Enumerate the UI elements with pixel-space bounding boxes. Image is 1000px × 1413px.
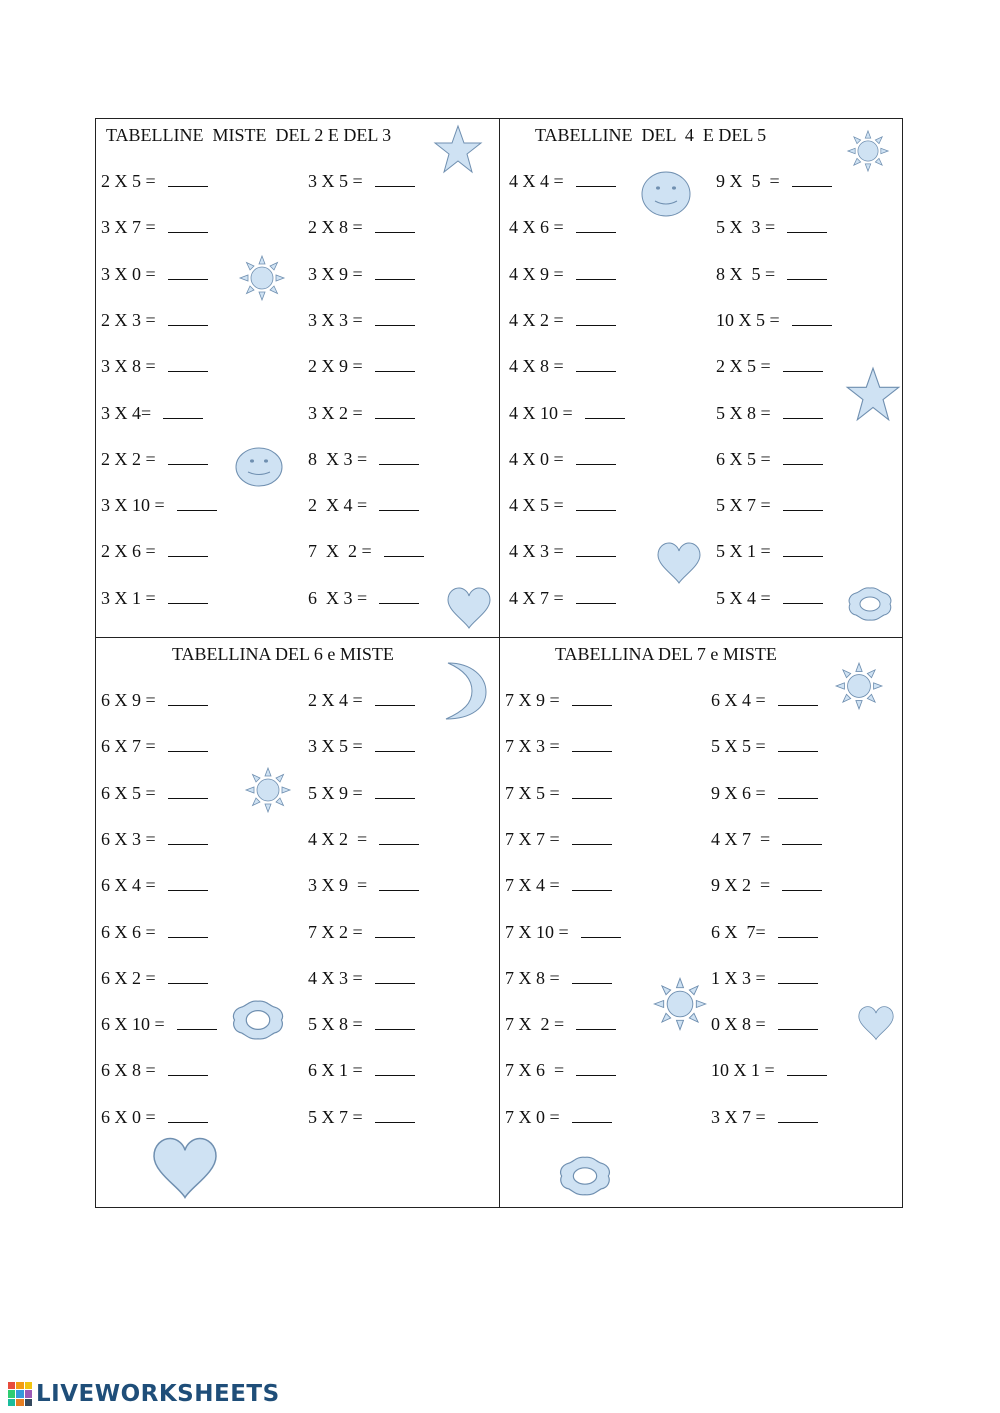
answer-blank[interactable]	[375, 784, 415, 799]
answer-blank[interactable]	[375, 357, 415, 372]
equation-text: 6 X 9 =	[101, 690, 156, 710]
answer-blank[interactable]	[168, 265, 208, 280]
equation-item	[101, 968, 208, 989]
equation-text: 5 X 8 =	[308, 1014, 363, 1035]
equation-item	[308, 588, 419, 609]
brand-name: LIVEWORKSHEETS	[36, 1381, 280, 1407]
equation-text: 4 X 2 =	[509, 309, 564, 330]
equation-text: 6 X 8 =	[101, 1060, 156, 1081]
equation-item	[101, 783, 208, 804]
equation-item	[716, 449, 823, 470]
answer-blank[interactable]	[778, 969, 818, 984]
answer-blank[interactable]	[168, 218, 208, 233]
answer-blank[interactable]	[576, 542, 616, 557]
answer-blank[interactable]	[163, 404, 203, 419]
equation-text: 3 X 2 =	[308, 402, 363, 423]
equation-text: 6 X 0 =	[101, 1106, 156, 1127]
smiley-icon	[641, 171, 691, 217]
equation-item	[711, 829, 822, 850]
answer-blank[interactable]	[572, 737, 612, 752]
answer-blank[interactable]	[787, 1061, 827, 1076]
equation-text: 6 X 4 =	[711, 690, 766, 710]
answer-blank[interactable]	[778, 1108, 818, 1123]
answer-blank[interactable]	[782, 876, 822, 891]
equation-item	[711, 922, 818, 943]
answer-blank[interactable]	[168, 357, 208, 372]
answer-blank[interactable]	[572, 876, 612, 891]
equation-text: 8 X 5 =	[716, 263, 776, 284]
answer-blank[interactable]	[792, 311, 832, 326]
equation-text: 7 X 2 =	[308, 921, 363, 942]
answer-blank[interactable]	[168, 311, 208, 326]
star-icon	[846, 366, 900, 422]
equation-text: 6 X 4 =	[101, 875, 156, 896]
equation-text: 3 X 9 =	[308, 875, 368, 896]
equation-item	[509, 403, 625, 424]
answer-blank[interactable]	[177, 1015, 217, 1030]
equation-item	[308, 922, 415, 943]
equation-item	[101, 403, 203, 424]
worksheet-frame	[95, 118, 903, 1208]
equation-text: 7 X 0 =	[505, 1106, 560, 1127]
equation-item	[505, 829, 612, 850]
smiley-icon	[235, 447, 283, 487]
answer-blank[interactable]	[168, 969, 208, 984]
equation-item	[711, 783, 818, 804]
answer-blank[interactable]	[572, 1108, 612, 1123]
equation-item	[308, 1014, 415, 1035]
equation-item	[509, 495, 616, 516]
answer-blank[interactable]	[375, 1108, 415, 1123]
equation-text: 2 X 5 =	[716, 356, 771, 377]
equation-item	[101, 875, 208, 896]
equation-item	[308, 829, 419, 850]
equation-item	[101, 690, 208, 711]
equation-text: 2 X 5 =	[101, 171, 156, 191]
answer-blank[interactable]	[168, 589, 208, 604]
equation-item	[101, 449, 208, 470]
equation-item	[101, 356, 208, 377]
equation-text: 7 X 10 =	[505, 921, 569, 942]
heart-icon	[657, 540, 701, 586]
equation-text: 6 X 5 =	[716, 448, 771, 469]
equation-item	[711, 968, 818, 989]
answer-blank[interactable]	[375, 311, 415, 326]
equation-text: 0 X 8 =	[711, 1014, 766, 1035]
equation-item	[716, 217, 827, 238]
equation-text: 2 X 4 =	[308, 495, 368, 516]
answer-blank[interactable]	[792, 172, 832, 187]
equation-text: 7 X 5 =	[505, 782, 560, 803]
answer-blank[interactable]	[379, 830, 419, 845]
equation-text: 4 X 6 =	[509, 217, 564, 238]
answer-blank[interactable]	[576, 265, 616, 280]
equation-text: 6 X 7 =	[101, 736, 156, 757]
equation-item	[101, 829, 208, 850]
answer-blank[interactable]	[572, 691, 612, 706]
answer-blank[interactable]	[168, 876, 208, 891]
equation-item	[711, 1060, 827, 1081]
answer-blank[interactable]	[168, 784, 208, 799]
equation-item	[308, 217, 415, 238]
equation-item	[308, 968, 415, 989]
equation-text: 4 X 0 =	[509, 448, 564, 469]
equation-text: 5 X 4 =	[716, 587, 771, 608]
answer-blank[interactable]	[783, 589, 823, 604]
equation-text: 2 X 4 =	[308, 690, 363, 710]
equation-item	[308, 541, 424, 562]
flower-icon	[847, 586, 893, 622]
equation-item	[716, 310, 832, 331]
equation-item	[509, 356, 616, 377]
heart-icon	[151, 1137, 219, 1199]
equation-item	[505, 922, 621, 943]
equation-text: 5 X 1 =	[716, 541, 771, 562]
equation-text: 4 X 2 =	[308, 828, 368, 849]
answer-blank[interactable]	[783, 496, 823, 511]
equation-text: 10 X 5 =	[716, 309, 780, 330]
equation-text: 6 X 1 =	[308, 1060, 363, 1081]
equation-text: 6 X 7=	[711, 921, 766, 942]
equation-text: 3 X 0 =	[101, 263, 156, 284]
answer-blank[interactable]	[783, 542, 823, 557]
equation-text: 7 X 7 =	[505, 828, 560, 849]
answer-blank[interactable]	[168, 1061, 208, 1076]
equation-text: 6 X 5 =	[101, 782, 156, 803]
equation-item	[505, 968, 612, 989]
equation-text: 1 X 3 =	[711, 967, 766, 988]
answer-blank[interactable]	[375, 691, 415, 706]
answer-blank[interactable]	[576, 218, 616, 233]
answer-blank[interactable]	[375, 923, 415, 938]
sun-icon	[244, 766, 292, 814]
quadrant-1-title: TABELLINE MISTE DEL 2 E DEL 3	[106, 125, 392, 145]
flower-icon	[558, 1155, 612, 1197]
equation-item	[101, 1060, 208, 1081]
footer-brand	[8, 1381, 280, 1407]
liveworksheets-logo-icon	[8, 1382, 32, 1406]
equation-text: 3 X 4=	[101, 402, 152, 423]
equation-item	[101, 495, 217, 516]
equation-text: 7 X 8 =	[505, 967, 560, 988]
equation-item	[509, 541, 616, 562]
moon-icon	[442, 661, 488, 721]
equation-text: 3 X 1 =	[101, 587, 156, 608]
equation-text: 6 X 2 =	[101, 967, 156, 988]
sun-icon	[834, 661, 884, 711]
answer-blank[interactable]	[384, 542, 424, 557]
equation-item	[505, 736, 612, 757]
equation-item	[505, 1060, 616, 1081]
equation-item	[101, 171, 208, 192]
equation-item	[308, 264, 415, 285]
answer-blank[interactable]	[168, 1108, 208, 1123]
equation-text: 5 X 5 =	[711, 736, 766, 757]
equation-text: 7 X 3 =	[505, 736, 560, 757]
equation-item	[509, 310, 616, 331]
equation-item	[505, 1107, 612, 1128]
sun-icon	[652, 976, 708, 1032]
answer-blank[interactable]	[168, 450, 208, 465]
equation-item	[101, 1107, 208, 1128]
equation-item	[716, 171, 832, 192]
answer-blank[interactable]	[778, 737, 818, 752]
answer-blank[interactable]	[778, 923, 818, 938]
answer-blank[interactable]	[585, 404, 625, 419]
answer-blank[interactable]	[778, 691, 818, 706]
equation-item	[308, 1107, 415, 1128]
equation-item	[711, 1107, 818, 1128]
equation-item	[716, 264, 827, 285]
equation-item	[101, 922, 208, 943]
equation-text: 4 X 9 =	[509, 263, 564, 284]
equation-item	[308, 403, 415, 424]
equation-text: 3 X 5 =	[308, 736, 363, 757]
equation-item	[716, 403, 823, 424]
sun-icon	[846, 129, 890, 173]
answer-blank[interactable]	[783, 404, 823, 419]
equation-text: 3 X 10 =	[101, 495, 165, 516]
equation-text: 4 X 10 =	[509, 402, 573, 423]
answer-blank[interactable]	[375, 172, 415, 187]
equation-text: 7 X 2 =	[308, 541, 372, 562]
equation-text: 4 X 4 =	[509, 171, 564, 191]
equation-item	[308, 449, 419, 470]
answer-blank[interactable]	[168, 542, 208, 557]
equation-text: 7 X 4 =	[505, 875, 560, 896]
answer-blank[interactable]	[576, 589, 616, 604]
equation-text: 2 X 2 =	[101, 448, 156, 469]
equation-text: 7 X 2 =	[505, 1014, 565, 1035]
equation-text: 4 X 7 =	[711, 828, 771, 849]
answer-blank[interactable]	[572, 969, 612, 984]
equation-text: 6 X 6 =	[101, 921, 156, 942]
equation-item	[711, 1014, 818, 1035]
equation-item	[711, 736, 818, 757]
answer-blank[interactable]	[576, 496, 616, 511]
equation-item	[308, 875, 419, 896]
equation-text: 7 X 6 =	[505, 1060, 565, 1081]
equation-item	[308, 736, 415, 757]
equation-item	[505, 875, 612, 896]
equation-text: 9 X 6 =	[711, 782, 766, 803]
answer-blank[interactable]	[168, 830, 208, 845]
answer-blank[interactable]	[375, 1061, 415, 1076]
answer-blank[interactable]	[787, 265, 827, 280]
equation-text: 2 X 9 =	[308, 356, 363, 377]
answer-blank[interactable]	[783, 357, 823, 372]
equation-item	[505, 690, 612, 711]
equation-text: 3 X 7 =	[711, 1106, 766, 1127]
equation-text: 3 X 5 =	[308, 171, 363, 191]
equation-text: 10 X 1 =	[711, 1060, 775, 1081]
answer-blank[interactable]	[379, 496, 419, 511]
equation-item	[308, 171, 415, 192]
equation-item	[101, 736, 208, 757]
equation-item	[101, 1014, 217, 1035]
equation-item	[509, 588, 616, 609]
equation-item	[711, 875, 822, 896]
answer-blank[interactable]	[572, 784, 612, 799]
equation-text: 6 X 3 =	[308, 587, 368, 608]
equation-text: 6 X 3 =	[101, 828, 156, 849]
equation-item	[716, 495, 823, 516]
answer-blank[interactable]	[375, 969, 415, 984]
answer-blank[interactable]	[168, 172, 208, 187]
equation-text: 6 X 10 =	[101, 1014, 165, 1035]
equation-item	[101, 588, 208, 609]
answer-blank[interactable]	[778, 784, 818, 799]
equation-item	[308, 690, 415, 711]
answer-blank[interactable]	[375, 737, 415, 752]
answer-blank[interactable]	[782, 830, 822, 845]
answer-blank[interactable]	[576, 1061, 616, 1076]
equation-text: 5 X 3 =	[716, 217, 776, 238]
answer-blank[interactable]	[379, 450, 419, 465]
equation-text: 5 X 7 =	[716, 495, 771, 516]
equation-text: 7 X 9 =	[505, 690, 560, 710]
equation-item	[716, 541, 823, 562]
equation-item	[308, 1060, 415, 1081]
equation-text: 5 X 8 =	[716, 402, 771, 423]
equation-text: 3 X 3 =	[308, 309, 363, 330]
equation-text: 5 X 7 =	[308, 1106, 363, 1127]
quadrant-4-title: TABELLINA DEL 7 e MISTE	[555, 644, 777, 664]
answer-blank[interactable]	[168, 691, 208, 706]
equation-text: 4 X 7 =	[509, 587, 564, 608]
vertical-divider	[499, 119, 500, 1207]
answer-blank[interactable]	[778, 1015, 818, 1030]
flower-icon	[231, 995, 285, 1045]
quadrant-3-title: TABELLINA DEL 6 e MISTE	[172, 644, 394, 664]
equation-item	[101, 541, 208, 562]
answer-blank[interactable]	[168, 737, 208, 752]
answer-blank[interactable]	[576, 357, 616, 372]
answer-blank[interactable]	[576, 1015, 616, 1030]
equation-item	[509, 264, 616, 285]
equation-text: 5 X 9 =	[308, 782, 363, 803]
equation-text: 9 X 5 =	[716, 171, 780, 191]
answer-blank[interactable]	[581, 923, 621, 938]
horizontal-divider	[96, 637, 902, 638]
equation-item	[509, 217, 616, 238]
equation-item	[711, 690, 818, 711]
equation-item	[101, 264, 208, 285]
answer-blank[interactable]	[576, 311, 616, 326]
equation-text: 8 X 3 =	[308, 448, 368, 469]
equation-item	[505, 783, 612, 804]
equation-text: 3 X 8 =	[101, 356, 156, 377]
equation-text: 2 X 6 =	[101, 541, 156, 562]
equation-item	[509, 449, 616, 470]
sun-icon	[238, 254, 286, 302]
equation-item	[505, 1014, 616, 1035]
heart-icon	[447, 587, 491, 629]
equation-text: 4 X 5 =	[509, 495, 564, 516]
answer-blank[interactable]	[375, 265, 415, 280]
heart-icon	[858, 1001, 894, 1045]
equation-text: 2 X 8 =	[308, 217, 363, 238]
answer-blank[interactable]	[177, 496, 217, 511]
equation-text: 4 X 3 =	[509, 541, 564, 562]
answer-blank[interactable]	[379, 589, 419, 604]
equation-text: 3 X 9 =	[308, 263, 363, 284]
equation-item	[509, 171, 616, 192]
equation-item	[308, 783, 415, 804]
equation-item	[716, 356, 823, 377]
star-icon	[434, 124, 482, 174]
answer-blank[interactable]	[375, 1015, 415, 1030]
quadrant-2-title: TABELLINE DEL 4 E DEL 5	[535, 125, 767, 145]
answer-blank[interactable]	[168, 923, 208, 938]
equation-item	[716, 588, 823, 609]
equation-text: 4 X 8 =	[509, 356, 564, 377]
equation-item	[308, 495, 419, 516]
equation-item	[101, 310, 208, 331]
equation-text: 9 X 2 =	[711, 875, 771, 896]
equation-item	[101, 217, 208, 238]
answer-blank[interactable]	[783, 450, 823, 465]
answer-blank[interactable]	[576, 450, 616, 465]
equation-text: 3 X 7 =	[101, 217, 156, 238]
answer-blank[interactable]	[576, 172, 616, 187]
answer-blank[interactable]	[375, 218, 415, 233]
answer-blank[interactable]	[787, 218, 827, 233]
equation-item	[308, 356, 415, 377]
equation-text: 4 X 3 =	[308, 967, 363, 988]
equation-item	[308, 310, 415, 331]
equation-text: 2 X 3 =	[101, 309, 156, 330]
answer-blank[interactable]	[375, 404, 415, 419]
answer-blank[interactable]	[572, 830, 612, 845]
answer-blank[interactable]	[379, 876, 419, 891]
